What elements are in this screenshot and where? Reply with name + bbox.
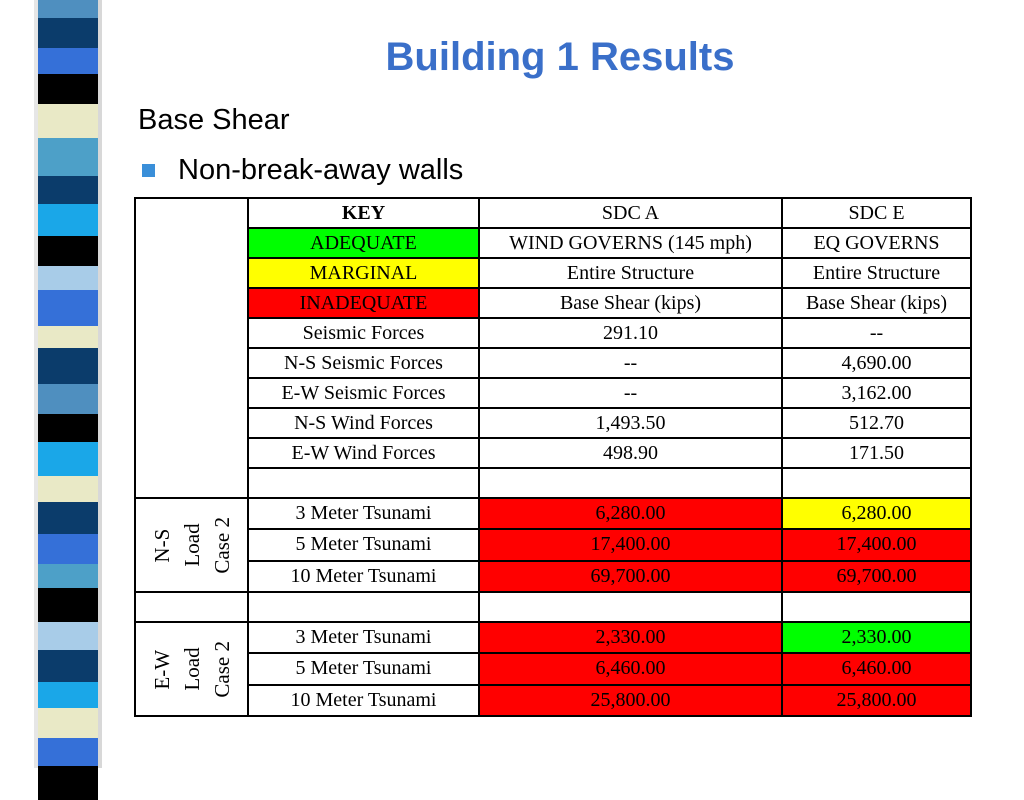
stripe-segment bbox=[38, 18, 98, 48]
sdc-a-info: Base Shear (kips) bbox=[479, 288, 782, 318]
stripe-segment bbox=[38, 266, 98, 290]
bullet-text: Non-break-away walls bbox=[178, 154, 464, 186]
sdc-a-info: WIND GOVERNS (145 mph) bbox=[479, 228, 782, 258]
ew-group-label-text: E-W Load Case 2 bbox=[149, 640, 234, 698]
row-label: E-W Seismic Forces bbox=[248, 378, 479, 408]
slide-subtitle: Base Shear bbox=[138, 104, 290, 136]
stripe-segment bbox=[38, 476, 98, 502]
sdc-e-value: 6,280.00 bbox=[782, 498, 971, 529]
sdc-e-value: 17,400.00 bbox=[782, 529, 971, 560]
stripe-segment bbox=[38, 204, 98, 236]
stripe-segment bbox=[38, 766, 98, 800]
sdc-a-value: 291.10 bbox=[479, 318, 782, 348]
stripe-segment bbox=[38, 502, 98, 534]
key-marginal: MARGINAL bbox=[248, 258, 479, 288]
spacer-cell bbox=[479, 592, 782, 622]
sdc-a-header: SDC A bbox=[479, 198, 782, 228]
spacer-cell bbox=[782, 468, 971, 498]
key-inadequate: INADEQUATE bbox=[248, 288, 479, 318]
blank-left-cell bbox=[135, 198, 248, 498]
ew-group-label bbox=[135, 622, 248, 716]
table-row bbox=[135, 318, 971, 348]
spacer-cell bbox=[248, 592, 479, 622]
stripe-segment bbox=[38, 176, 98, 204]
table-row bbox=[135, 378, 971, 408]
sdc-e-info: Base Shear (kips) bbox=[782, 288, 971, 318]
table-row bbox=[135, 498, 971, 529]
table-row bbox=[135, 408, 971, 438]
sdc-a-value: 1,493.50 bbox=[479, 408, 782, 438]
spacer-cell bbox=[479, 468, 782, 498]
row-label: 5 Meter Tsunami bbox=[248, 653, 479, 684]
row-label: 10 Meter Tsunami bbox=[248, 561, 479, 592]
stripe-segment bbox=[38, 290, 98, 326]
spacer-cell bbox=[248, 468, 479, 498]
base-shear-table bbox=[134, 197, 972, 717]
sdc-e-value: 69,700.00 bbox=[782, 561, 971, 592]
key-header: KEY bbox=[248, 198, 479, 228]
stripe-segment bbox=[38, 138, 98, 176]
stripe-segment bbox=[38, 564, 98, 588]
sdc-a-value: 25,800.00 bbox=[479, 685, 782, 716]
sdc-e-value: 3,162.00 bbox=[782, 378, 971, 408]
bullet-square-icon bbox=[142, 164, 155, 177]
spacer-cell bbox=[135, 592, 248, 622]
sdc-e-value: 171.50 bbox=[782, 438, 971, 468]
table-row bbox=[135, 529, 971, 560]
row-label: E-W Wind Forces bbox=[248, 438, 479, 468]
row-label: 3 Meter Tsunami bbox=[248, 498, 479, 529]
stripe-segment bbox=[38, 414, 98, 442]
sdc-a-value: 69,700.00 bbox=[479, 561, 782, 592]
stripe-segment bbox=[38, 48, 98, 74]
stripe-segment bbox=[38, 0, 98, 18]
stripe-segment bbox=[38, 74, 98, 104]
sdc-a-value: -- bbox=[479, 348, 782, 378]
stripe-segment bbox=[38, 348, 98, 384]
sdc-a-info: Entire Structure bbox=[479, 258, 782, 288]
table-row bbox=[135, 348, 971, 378]
sdc-a-value: 17,400.00 bbox=[479, 529, 782, 560]
sdc-e-value: -- bbox=[782, 318, 971, 348]
sdc-a-value: 2,330.00 bbox=[479, 622, 782, 653]
stripe-segment bbox=[38, 588, 98, 622]
row-label: Seismic Forces bbox=[248, 318, 479, 348]
stripe-segment bbox=[38, 682, 98, 708]
stripe-segment bbox=[38, 326, 98, 348]
stripe-bar-shadow bbox=[98, 0, 102, 768]
row-label: 10 Meter Tsunami bbox=[248, 685, 479, 716]
sdc-e-value: 512.70 bbox=[782, 408, 971, 438]
table-row bbox=[135, 622, 971, 653]
sdc-a-value: 6,460.00 bbox=[479, 653, 782, 684]
sdc-e-value: 25,800.00 bbox=[782, 685, 971, 716]
sdc-a-value: 6,280.00 bbox=[479, 498, 782, 529]
ns-group-label-text: N-S Load Case 2 bbox=[149, 516, 234, 574]
spacer-row bbox=[135, 468, 971, 498]
stripe-segment bbox=[38, 534, 98, 564]
sdc-e-header: SDC E bbox=[782, 198, 971, 228]
sdc-a-value: -- bbox=[479, 378, 782, 408]
sdc-e-info: EQ GOVERNS bbox=[782, 228, 971, 258]
decorative-stripe-bar bbox=[38, 0, 98, 768]
stripe-segment bbox=[38, 384, 98, 414]
stripe-segment bbox=[38, 104, 98, 138]
spacer-row bbox=[135, 592, 971, 622]
ns-group-label bbox=[135, 498, 248, 592]
sdc-a-value: 498.90 bbox=[479, 438, 782, 468]
stripe-segment bbox=[38, 708, 98, 738]
spacer-cell bbox=[782, 592, 971, 622]
stripe-segment bbox=[38, 650, 98, 682]
key-adequate: ADEQUATE bbox=[248, 228, 479, 258]
row-label: 5 Meter Tsunami bbox=[248, 529, 479, 560]
slide-title: Building 1 Results bbox=[385, 35, 735, 79]
sdc-e-value: 6,460.00 bbox=[782, 653, 971, 684]
stripe-segment bbox=[38, 442, 98, 476]
table-row bbox=[135, 438, 971, 468]
stripe-segment bbox=[38, 738, 98, 766]
sdc-e-value: 2,330.00 bbox=[782, 622, 971, 653]
stripe-segment bbox=[38, 622, 98, 650]
table-row bbox=[135, 685, 971, 716]
row-label: N-S Wind Forces bbox=[248, 408, 479, 438]
sdc-e-info: Entire Structure bbox=[782, 258, 971, 288]
stripe-segment bbox=[38, 236, 98, 266]
table-row bbox=[135, 653, 971, 684]
row-label: N-S Seismic Forces bbox=[248, 348, 479, 378]
row-label: 3 Meter Tsunami bbox=[248, 622, 479, 653]
table-row bbox=[135, 561, 971, 592]
sdc-e-value: 4,690.00 bbox=[782, 348, 971, 378]
